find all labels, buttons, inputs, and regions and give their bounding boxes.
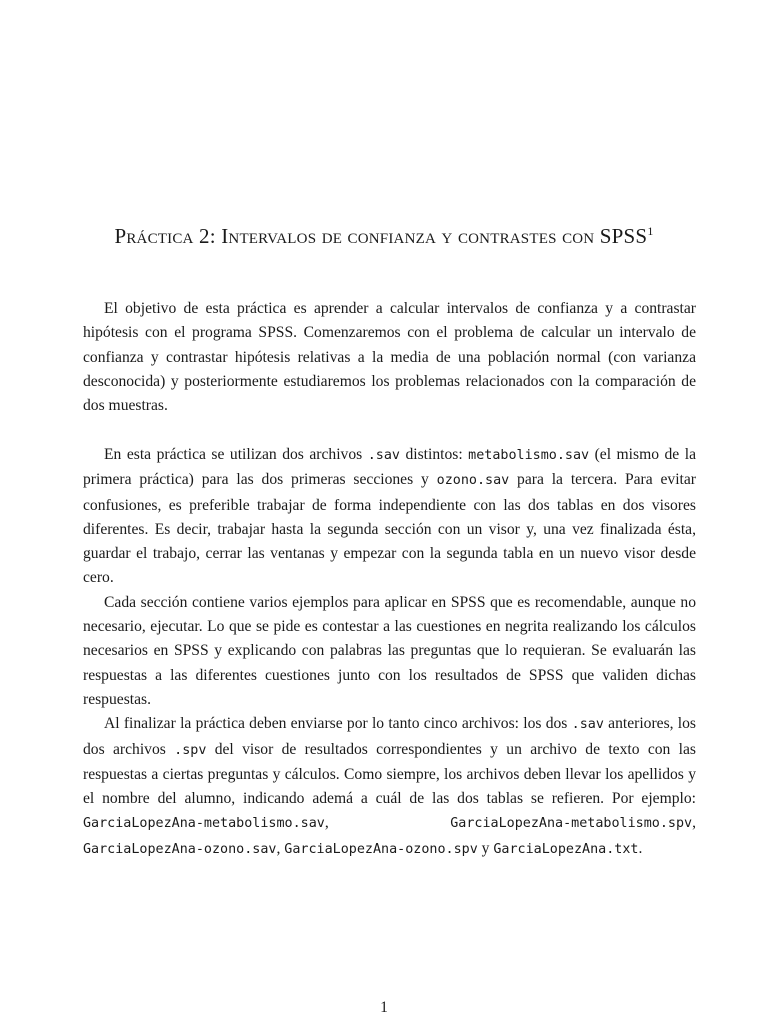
inline-code: .sav [571,717,604,733]
inline-code: GarciaLopezAna-ozono.sav [83,841,277,857]
page-number: 1 [380,999,388,1016]
paragraph-files: En esta práctica se utilizan dos archivos .sav distintos: metabolismo.sav (el mismo de la primera práctica) para las dos primeras secciones y ozono.sav para la tercera. Para evitar confusiones, es preferible trabajar de forma independiente con las dos tablas en dos visores diferentes. Es decir, trabajar hasta la segunda sección con un visor y, una vez finalizada ésta, guardar el trabajo, cerrar las ventanas y empezar con la segunda tabla en un nuevo visor desde cero. [83,445,697,587]
inline-code: .sav [367,447,400,463]
page-title [0,224,768,249]
paragraph-intro: El objetivo de esta práctica es aprender a calcular intervalos de confianza y a contrastar hipótesis con el programa SPSS. Comenzaremos con el problema de calcular un intervalo de confianza y contrastar hipótesis relativas a la media de una población normal (con varianza desconocida) y posteriormente estudiaremos los problemas relacionados con la comparación de dos muestras. [83,300,696,415]
inline-code: GarciaLopezAna-ozono.spv [284,841,478,857]
inline-code: GarciaLopezAna-metabolismo.sav [83,816,325,832]
inline-code: GarciaLopezAna-metabolismo.spv [450,816,693,832]
title-footnote-mark: 1 [647,224,654,238]
inline-code: metabolismo.sav [468,447,590,463]
inline-code: ozono.sav [436,473,510,489]
paragraph-submission: Al finalizar la práctica deben enviarse por lo tanto cinco archivos: los dos .sav anteriores, los dos archivos .spv del visor de resultados correspondientes y un archivo de texto con las respuestas a ciertas preguntas y cálculos. Como siempre, los archivos deben llevar los apellidos y el nombre del alumno, indicando ademá a cuál de las dos tablas se refieren. Por ejemplo: GarciaLopezAna-metabolismo.sav, GarciaLopezAna-metabolismo.spv, GarciaLopezAna-ozono.sav, GarciaLopezAna-ozono.spv y GarciaLopezAna.txt. [83,715,696,857]
paragraph-instructions: Cada sección contiene varios ejemplos para aplicar en SPSS que es recomendable, aunque no necesario, ejecutar. Lo que se pide es contestar a las cuestiones en negrita realizando los cálculos necesarios en SPSS y explicando con palabras las preguntas que lo requieran. Se evaluarán las respuestas a las diferentes cuestiones junto con los resultados de SPSS que validen dichas respuestas. [83,593,696,708]
inline-code: .spv [174,742,207,758]
body-text [83,297,696,862]
inline-code: GarciaLopezAna.txt [493,841,639,857]
title-text: Práctica 2: Intervalos de confianza y contrastes con SPSS [114,224,648,248]
